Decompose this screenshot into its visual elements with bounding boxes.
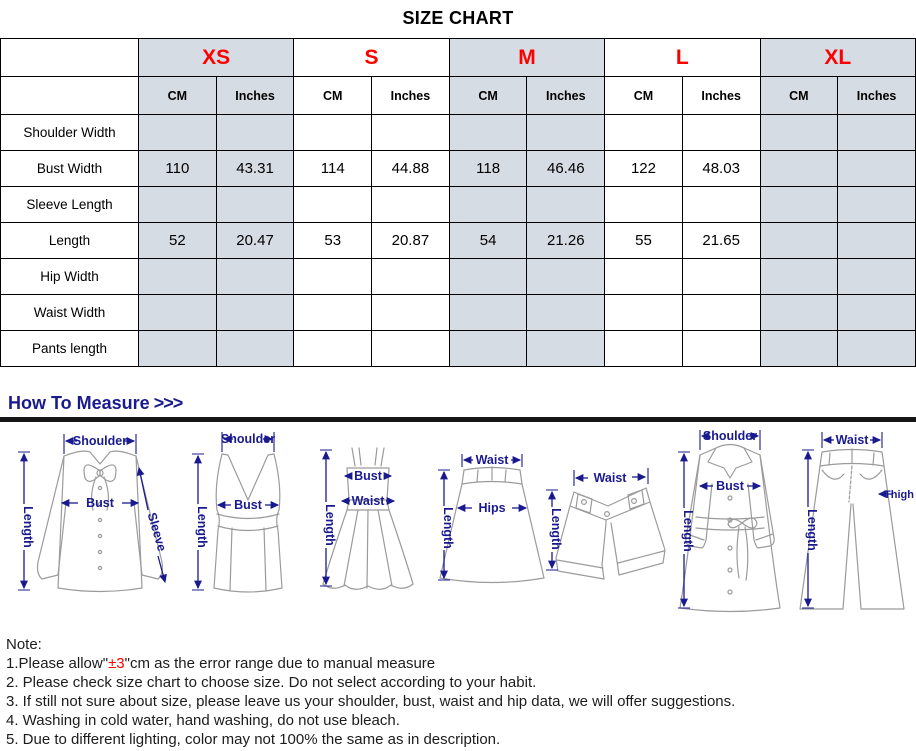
cell: 46.46	[527, 151, 605, 187]
cell	[294, 187, 372, 223]
table-row	[1, 115, 916, 151]
cell	[838, 259, 916, 295]
figure-pants	[800, 432, 914, 609]
cell	[838, 295, 916, 331]
notes-title: Note:	[6, 636, 42, 653]
cell	[605, 115, 683, 151]
note-1-suffix: "cm as the error range due to manual measure	[124, 655, 436, 672]
note-line-2: 2. Please check size chart to choose size. Do not select according to your habit.	[6, 674, 537, 691]
note-1-tolerance: ±3	[108, 655, 125, 672]
pants-thigh-label: Thigh	[884, 489, 914, 501]
corner-cell	[1, 77, 139, 115]
measure-diagrams	[0, 422, 916, 620]
pants-waist-label: Waist	[835, 433, 869, 447]
figure-blouse	[18, 434, 169, 592]
row-label: Pants length	[1, 331, 139, 367]
cell	[294, 259, 372, 295]
unit-header-inches: Inches	[682, 77, 760, 115]
size-header-row	[1, 39, 916, 77]
tank-bust-label: Bust	[234, 498, 262, 512]
cell	[139, 259, 217, 295]
cell	[527, 259, 605, 295]
unit-header-row	[1, 77, 916, 115]
row-label: Waist Width	[1, 295, 139, 331]
cell: 122	[605, 151, 683, 187]
row-label: Sleeve Length	[1, 187, 139, 223]
row-label: Hip Width	[1, 259, 139, 295]
cell	[527, 115, 605, 151]
corner-cell	[1, 39, 139, 77]
cell	[139, 295, 217, 331]
unit-header-cm: CM	[449, 77, 527, 115]
unit-header-cm: CM	[760, 77, 838, 115]
row-label: Length	[1, 223, 139, 259]
cell	[372, 331, 450, 367]
table-row	[1, 331, 916, 367]
how-to-measure-label: How To Measure	[8, 393, 150, 413]
cell	[682, 187, 760, 223]
cell	[682, 295, 760, 331]
size-chart-table	[0, 38, 916, 367]
cell: 114	[294, 151, 372, 187]
cell	[449, 259, 527, 295]
figure-skirt	[438, 453, 544, 583]
cell: 55	[605, 223, 683, 259]
cell: 20.47	[216, 223, 294, 259]
cell	[682, 331, 760, 367]
unit-header-cm: CM	[294, 77, 372, 115]
dress-bust-label: Bust	[354, 469, 382, 483]
size-header-l: L	[605, 39, 760, 77]
pants-length-label: Length	[805, 509, 819, 551]
cell	[216, 295, 294, 331]
tank-length-label: Length	[195, 506, 209, 548]
unit-header-inches: Inches	[216, 77, 294, 115]
cell: 44.88	[372, 151, 450, 187]
cell	[760, 295, 838, 331]
unit-header-cm: CM	[139, 77, 217, 115]
skirt-waist-label: Waist	[475, 453, 509, 467]
dress-waist-label: Waist	[351, 494, 385, 508]
cell	[372, 187, 450, 223]
cell	[760, 331, 838, 367]
figure-coat	[678, 429, 780, 612]
cell	[527, 295, 605, 331]
cell	[838, 115, 916, 151]
dress-length-label: Length	[323, 504, 337, 546]
blouse-bust-label: Bust	[86, 496, 114, 510]
cell	[294, 295, 372, 331]
cell: 110	[139, 151, 217, 187]
cell	[605, 259, 683, 295]
shorts-length-label: Length	[549, 508, 563, 550]
cell	[449, 187, 527, 223]
row-label: Bust Width	[1, 151, 139, 187]
cell	[449, 295, 527, 331]
skirt-length-label: Length	[441, 507, 455, 549]
unit-header-cm: CM	[605, 77, 683, 115]
cell: 48.03	[682, 151, 760, 187]
cell	[605, 295, 683, 331]
cell	[682, 115, 760, 151]
coat-length-label: Length	[681, 510, 695, 552]
table-row	[1, 295, 916, 331]
cell	[760, 187, 838, 223]
cell: 20.87	[372, 223, 450, 259]
figure-tank-top	[192, 432, 282, 592]
skirt-hips-label: Hips	[478, 501, 506, 515]
cell	[760, 115, 838, 151]
table-row	[1, 223, 916, 259]
note-line-5: 5. Due to different lighting, color may not 100% the same as in description.	[6, 731, 501, 748]
cell: 43.31	[216, 151, 294, 187]
table-row	[1, 259, 916, 295]
tank-shoulder-label: Shoulder	[220, 432, 276, 446]
cell	[527, 331, 605, 367]
cell	[605, 331, 683, 367]
cell	[372, 259, 450, 295]
cell: 53	[294, 223, 372, 259]
cell	[760, 151, 838, 187]
shorts-waist-label: Waist	[593, 471, 627, 485]
unit-header-inches: Inches	[527, 77, 605, 115]
cell	[139, 187, 217, 223]
page-title: SIZE CHART	[402, 8, 514, 28]
cell	[838, 187, 916, 223]
row-label: Shoulder Width	[1, 115, 139, 151]
cell	[760, 259, 838, 295]
cell	[838, 151, 916, 187]
cell	[449, 115, 527, 151]
cell: 52	[139, 223, 217, 259]
cell	[216, 259, 294, 295]
cell	[216, 187, 294, 223]
cell: 21.65	[682, 223, 760, 259]
cell: 54	[449, 223, 527, 259]
blouse-shoulder-label: Shoulder	[72, 434, 128, 448]
size-header-xl: XL	[760, 39, 916, 77]
cell: 21.26	[527, 223, 605, 259]
cell	[294, 331, 372, 367]
note-1-prefix: 1.Please allow"	[6, 655, 109, 672]
unit-header-inches: Inches	[838, 77, 916, 115]
cell	[527, 187, 605, 223]
unit-header-inches: Inches	[372, 77, 450, 115]
blouse-length-label: Length	[21, 506, 35, 548]
cell	[682, 259, 760, 295]
cell: 118	[449, 151, 527, 187]
cell	[449, 331, 527, 367]
cell	[216, 115, 294, 151]
coat-shoulder-label: Shoulder	[702, 429, 758, 443]
cell	[605, 187, 683, 223]
cell	[838, 223, 916, 259]
cell	[139, 115, 217, 151]
cell	[760, 223, 838, 259]
note-line-1	[6, 654, 916, 673]
chevrons-icon: >>>	[153, 393, 183, 413]
how-to-measure-heading	[8, 393, 916, 415]
cell	[294, 115, 372, 151]
figure-dress	[320, 448, 413, 589]
table-row	[1, 187, 916, 223]
cell	[216, 331, 294, 367]
cell	[838, 331, 916, 367]
blouse-sleeve-label: Sleeve	[144, 510, 170, 553]
size-header-m: M	[449, 39, 604, 77]
size-header-s: S	[294, 39, 449, 77]
figure-shorts	[546, 468, 665, 579]
coat-bust-label: Bust	[716, 479, 744, 493]
cell	[372, 295, 450, 331]
cell	[372, 115, 450, 151]
size-header-xs: XS	[139, 39, 294, 77]
note-line-3: 3. If still not sure about size, please leave us your shoulder, bust, waist and hip data, we will offer suggestions.	[6, 693, 736, 710]
notes-section	[6, 635, 916, 749]
note-line-4: 4. Washing in cold water, hand washing, do not use bleach.	[6, 712, 400, 729]
cell	[139, 331, 217, 367]
table-row	[1, 151, 916, 187]
